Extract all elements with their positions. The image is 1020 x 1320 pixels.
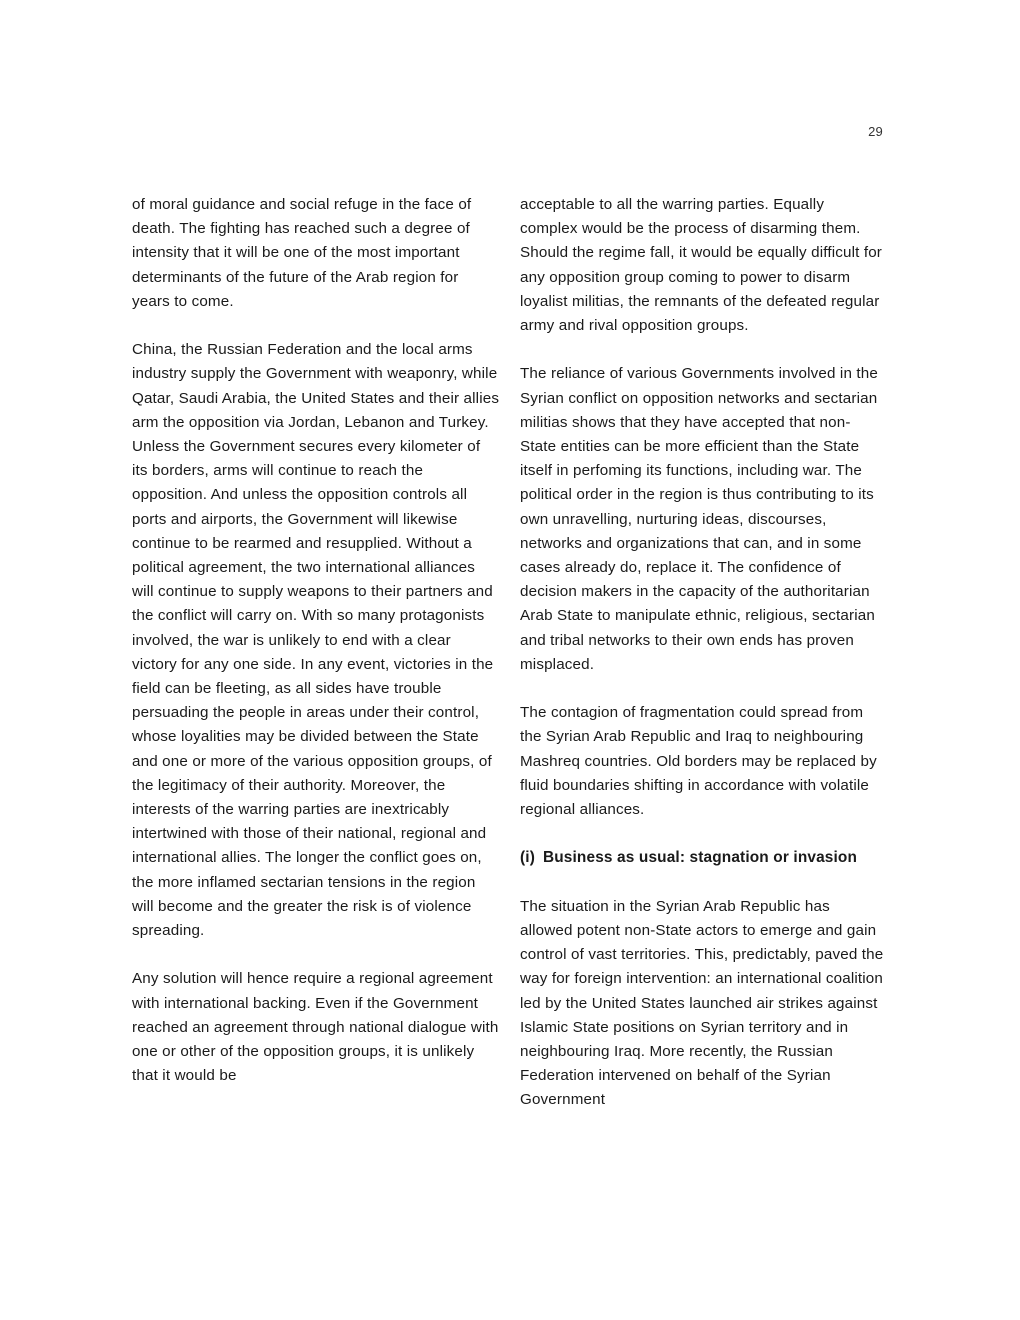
paragraph: The contagion of fragmentation could spread from the Syrian Arab Republic and Iraq to neighbouring Mashreq countries. Old borders may be replaced by fluid boundaries shifting in accordance with volatile regional alliances. — [520, 704, 877, 819]
paragraph: acceptable to all the warring parties. Equally complex would be the process of disarming them. Should the regime fall, it would be equally difficult for any opposition group coming to power to disarm loyalist militias, the remnants of the defeated regular army and rival opposition groups. — [520, 196, 882, 335]
paragraph: The reliance of various Governments involved in the Syrian conflict on opposition networks and sectarian militias shows that they have accepted that non-State entities can be more efficient than the State itself in perfoming its functions, including war. The political order in the region is thus contributing to its own unravelling, nurturing ideas, discourses, networks and organizations that can, and in some cases already do, replace it. The confidence of decision makers in the capacity of the authoritarian Arab State to manipulate ethnic, religious, sectarian and tribal networks to their own ends has proven misplaced. — [520, 365, 878, 673]
page-number: 29 — [868, 124, 883, 139]
section-heading-text: Business as usual: stagnation or invasion — [542, 849, 858, 867]
section-heading-number: (i) — [520, 849, 535, 867]
paragraph: Any solution will hence require a regional agreement with international backing. Even if the Government reached an agreement through national dialogue with one or other of the opposition groups, it is unlikely that it would be — [132, 970, 499, 1085]
paragraph: of moral guidance and social refuge in the face of death. The fighting has reached such a degree of intensity that it will be one of the most important determinants of the future of the Arab region for years to come. — [132, 196, 472, 310]
right-text-column — [520, 193, 885, 1113]
paragraph: China, the Russian Federation and the local arms industry supply the Government with weaponry, while Qatar, Saudi Arabia, the United States and their allies arm the opposition via Jordan, Lebanon and Turkey. Unless the Government secures every kilometer of its borders, arms will continue to reach the opposition. And unless the opposition controls all ports and airports, the Government will likewise continue to be rearmed and resupplied. Without a political agreement, the two international alliances will continue to supply weapons to their partners and the conflict will carry on. With so many protagonists involved, the war is unlikely to end with a clear victory for any one side. In any event, victories in the field can be fleeting, as all sides have trouble persuading the people in areas under their control, whose loyalities may be divided between the State and one or more of the various opposition groups, of the legitimacy of their authority. Moreover, the interests of the warring parties are inextricably intertwined with those of their national, regional and international allies. The longer the conflict goes on, the more inflamed sectarian tensions in the region will become and the greater the risk is of violence spreading. — [132, 341, 500, 940]
left-text-column — [132, 193, 500, 1088]
section-heading — [520, 846, 885, 870]
paragraph: The situation in the Syrian Arab Republic has allowed potent non-State actors to emerge and gain control of vast territories. This, predictably, paved the way for foreign intervention: an international coalition led by the United States launched air strikes against Islamic State positions on Syrian territory and in neighbouring Iraq. More recently, the Russian Federation intervened on behalf of the Syrian Government — [520, 897, 884, 1109]
